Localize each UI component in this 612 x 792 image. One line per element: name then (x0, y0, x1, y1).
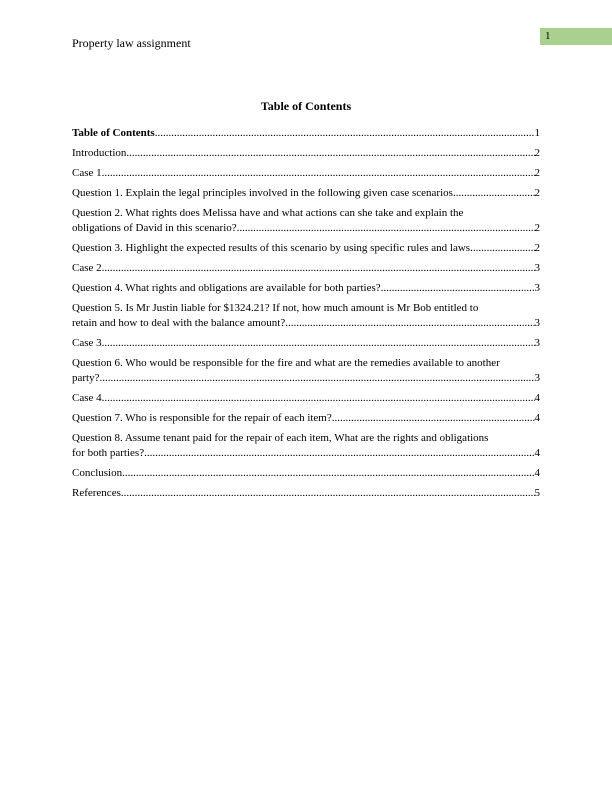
dot-leader (144, 446, 534, 461)
toc-page-number: 2 (534, 222, 540, 234)
dot-leader (470, 241, 534, 256)
toc-entry[interactable] (72, 431, 540, 461)
dot-leader (155, 126, 535, 141)
toc-page-number: 5 (534, 487, 540, 499)
toc-entry-title: Question 1. Explain the legal principles involved in the following given case scenarios (72, 187, 453, 199)
dot-leader (102, 391, 535, 406)
toc-page-number: 4 (534, 467, 540, 479)
dot-leader (237, 221, 535, 236)
header-title: Property law assignment (72, 36, 191, 50)
toc-entry-title: Introduction (72, 147, 127, 159)
dot-leader (122, 466, 534, 481)
toc-entry-title: References (72, 487, 121, 499)
toc-entry[interactable] (72, 466, 540, 481)
toc-entry[interactable] (72, 146, 540, 161)
dot-leader (102, 166, 535, 181)
toc-entry-title: obligations of David in this scenario? (72, 222, 237, 234)
dot-leader (285, 316, 534, 331)
dot-leader (453, 186, 535, 201)
dot-leader (121, 486, 535, 501)
toc-entry[interactable] (72, 166, 540, 181)
toc-entry[interactable] (72, 261, 540, 276)
toc-entry[interactable] (72, 391, 540, 406)
toc-page-number: 3 (534, 317, 540, 329)
toc-entry[interactable] (72, 186, 540, 201)
toc-entry-title: Question 7. Who is responsible for the repair of each item? (72, 412, 332, 424)
toc-entry-title: party? (72, 372, 100, 384)
toc-entry[interactable] (72, 336, 540, 351)
toc-entry-title: Case 3 (72, 337, 102, 349)
toc-page-number: 2 (534, 167, 540, 179)
toc-page-number: 4 (534, 392, 540, 404)
toc-entry-title-line1: Question 6. Who would be responsible for the fire and what are the remedies available to another (72, 357, 500, 369)
toc-entry-title-line1: Question 2. What rights does Melissa have and what actions can she take and explain the (72, 207, 464, 219)
dot-leader (332, 411, 535, 426)
toc-page-number: 3 (534, 337, 540, 349)
toc-entry[interactable] (72, 126, 540, 141)
toc-entry[interactable] (72, 301, 540, 331)
toc-entry-title: retain and how to deal with the balance amount? (72, 317, 286, 329)
toc-page-number: 3 (534, 282, 540, 294)
toc-entry-title: Case 4 (72, 392, 102, 404)
toc-page-number: 2 (534, 147, 540, 159)
toc-page-number: 3 (534, 262, 540, 274)
toc-entry-title: Question 4. What rights and obligations are available for both parties? (72, 282, 381, 294)
toc-entry-title: Table of Contents (72, 127, 155, 139)
toc-entry[interactable] (72, 241, 540, 256)
toc-entry[interactable] (72, 411, 540, 426)
toc-page-number: 4 (534, 447, 540, 459)
toc-page-number: 2 (534, 242, 540, 254)
toc-entry[interactable] (72, 356, 540, 386)
dot-leader (126, 146, 534, 161)
table-of-contents (72, 126, 540, 506)
toc-entry-title-line1: Question 5. Is Mr Justin liable for $1324.21? If not, how much amount is Mr Bob entitled to (72, 302, 479, 314)
toc-entry-title-line1: Question 8. Assume tenant paid for the repair of each item, What are the rights and obligations (72, 432, 489, 444)
toc-heading: Table of Contents (260, 99, 352, 113)
toc-entry-title: for both parties? (72, 447, 145, 459)
toc-page-number: 4 (534, 412, 540, 424)
dot-leader (102, 261, 535, 276)
page-number-badge: 1 (540, 28, 612, 45)
dot-leader (99, 371, 534, 386)
dot-leader (102, 336, 535, 351)
toc-page-number: 2 (534, 187, 540, 199)
toc-page-number: 1 (534, 127, 540, 139)
dot-leader (381, 281, 535, 296)
toc-entry-title: Question 3. Highlight the expected results of this scenario by using specific rules and laws (72, 242, 471, 254)
toc-entry-title: Case 1 (72, 167, 102, 179)
toc-entry[interactable] (72, 206, 540, 236)
toc-entry[interactable] (72, 486, 540, 501)
toc-entry-title: Conclusion (72, 467, 123, 479)
toc-page-number: 3 (534, 372, 540, 384)
toc-entry-title: Case 2 (72, 262, 102, 274)
toc-entry[interactable] (72, 281, 540, 296)
